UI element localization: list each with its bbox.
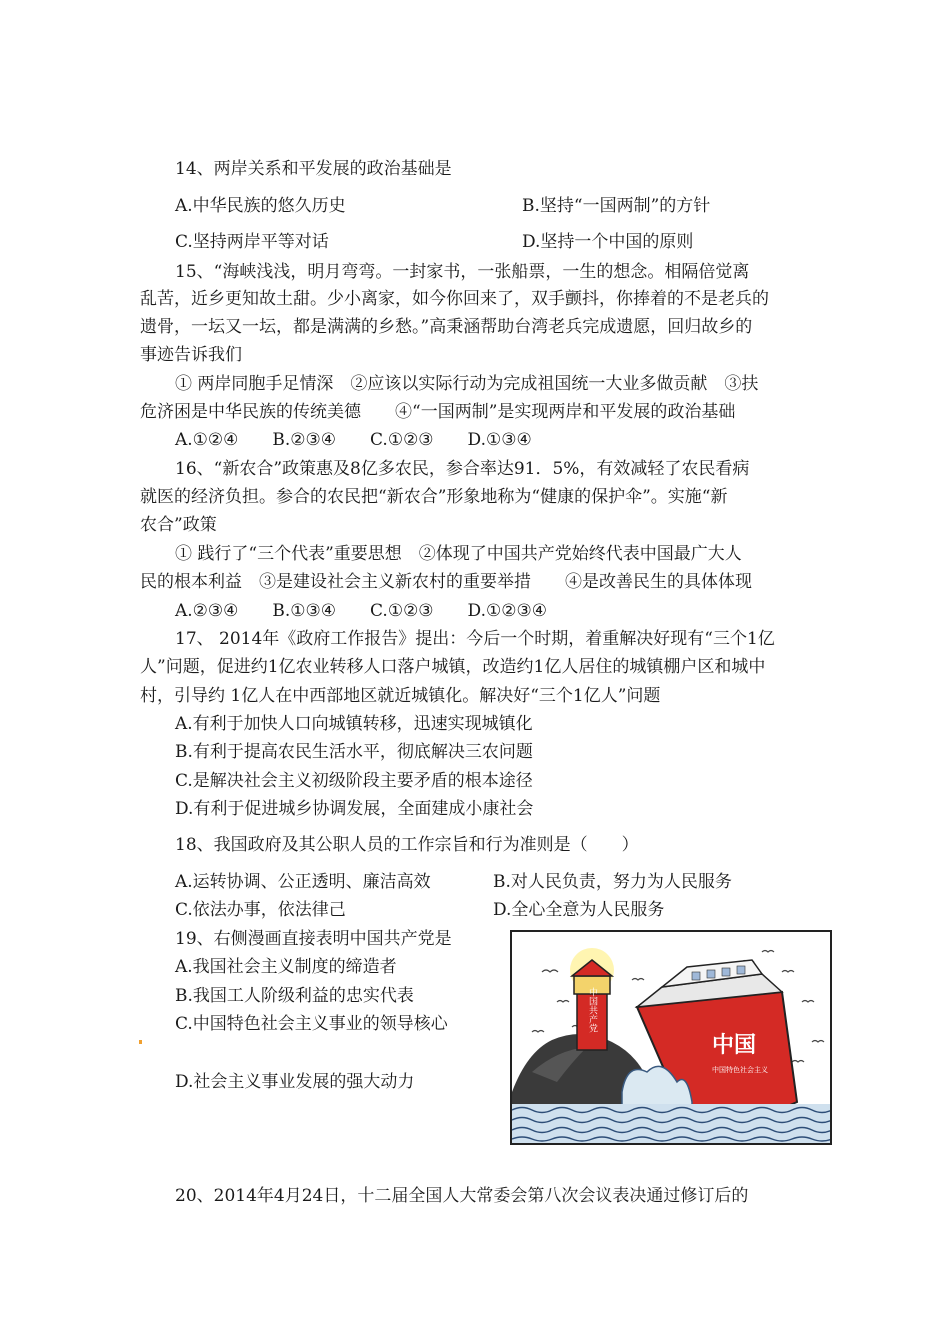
- q15-statements-1: ① 两岸同胞手足情深 ②应该以实际行动为完成祖国统一大业多做贡献 ③扶: [175, 374, 759, 394]
- ship-label: 中国: [712, 1033, 757, 1058]
- q17-option-c: C.是解决社会主义初级阶段主要矛盾的根本途径: [175, 771, 533, 791]
- q17-option-b: B.有利于提高农民生活水平，彻底解决三农问题: [175, 742, 533, 762]
- q19-option-a: A.我国社会主义制度的缔造者: [175, 957, 397, 977]
- q18-option-c: C.依法办事，依法律己: [175, 900, 346, 920]
- q17-line-1: 17、 2014年《政府工作报告》提出：今后一个时期，着重解决好现有“三个1亿: [175, 629, 775, 649]
- q15-line-1: 15、“海峡浅浅，明月弯弯。一封家书，一张船票，一生的想念。相隔倍觉离: [175, 262, 750, 282]
- q14-option-b: B.坚持“一国两制”的方针: [522, 196, 711, 216]
- lighthouse-label: 中国共产党: [587, 987, 597, 1033]
- q15-line-2: 乱苦，近乡更知故土甜。少小离家，如今你回来了，双手颤抖，你捧着的不是老兵的: [140, 289, 769, 309]
- q15-options: A.①②④ B.②③④ C.①②③ D.①③④: [175, 430, 532, 450]
- q16-line-3: 农合”政策: [140, 515, 217, 535]
- q14-option-d: D.坚持一个中国的原则: [522, 232, 694, 252]
- q18-option-a: A.运转协调、公正透明、廉洁高效: [175, 872, 431, 892]
- cartoon-image: [510, 930, 832, 1145]
- q16-line-2: 就医的经济负担。参合的农民把“新农合”形象地称为“健康的保护伞”。实施“新: [140, 487, 728, 507]
- q16-line-1: 16、“新农合”政策惠及8亿多农民，参合率达91．5%，有效减轻了农民看病: [175, 459, 750, 479]
- q18-option-b: B.对人民负责，努力为人民服务: [493, 872, 732, 892]
- q15-line-4: 事迹告诉我们: [140, 345, 242, 365]
- q19-stem: 19、右侧漫画直接表明中国共产党是: [175, 929, 452, 949]
- q17-option-a: A.有利于加快人口向城镇转移，迅速实现城镇化: [175, 714, 533, 734]
- q17-line-3: 村，引导约 1亿人在中西部地区就近城镇化。解决好“三个1亿人”问题: [140, 686, 661, 706]
- stray-mark: [139, 1040, 142, 1044]
- q16-statements-1: ① 践行了“三个代表”重要思想 ②体现了中国共产党始终代表中国最广大人: [175, 544, 742, 564]
- q14-stem: 14、两岸关系和平发展的政治基础是: [175, 159, 452, 179]
- ship-small-label: 中国特色社会主义: [712, 1066, 768, 1074]
- q15-line-3: 遗骨，一坛又一坛，都是满满的乡愁。”高秉涵帮助台湾老兵完成遗愿，回归故乡的: [140, 317, 753, 337]
- cartoon-drawing: [512, 932, 830, 1143]
- q15-statements-2: 危济困是中华民族的传统美德 ④“一国两制”是实现两岸和平发展的政治基础: [140, 402, 736, 422]
- q19-option-d: D.社会主义事业发展的强大动力: [175, 1072, 415, 1092]
- q20-line-1: 20、2014年4月24日，十二届全国人大常委会第八次会议表决通过修订后的: [175, 1186, 749, 1206]
- q18-stem: 18、我国政府及其公职人员的工作宗旨和行为准则是（ ）: [175, 835, 639, 855]
- q16-statements-2: 民的根本利益 ③是建设社会主义新农村的重要举措 ④是改善民生的具体体现: [140, 572, 752, 592]
- q17-line-2: 人”问题，促进约1亿农业转移人口落户城镇，改造约1亿人居住的城镇棚户区和城中: [140, 657, 766, 677]
- q14-option-a: A.中华民族的悠久历史: [175, 196, 346, 216]
- q19-option-c: C.中国特色社会主义事业的领导核心: [175, 1014, 448, 1034]
- q18-option-d: D.全心全意为人民服务: [493, 900, 665, 920]
- q17-option-d: D.有利于促进城乡协调发展，全面建成小康社会: [175, 799, 534, 819]
- q19-option-b: B.我国工人阶级利益的忠实代表: [175, 986, 414, 1006]
- q16-options: A.②③④ B.①③④ C.①②③ D.①②③④: [175, 601, 547, 621]
- q14-option-c: C.坚持两岸平等对话: [175, 232, 329, 252]
